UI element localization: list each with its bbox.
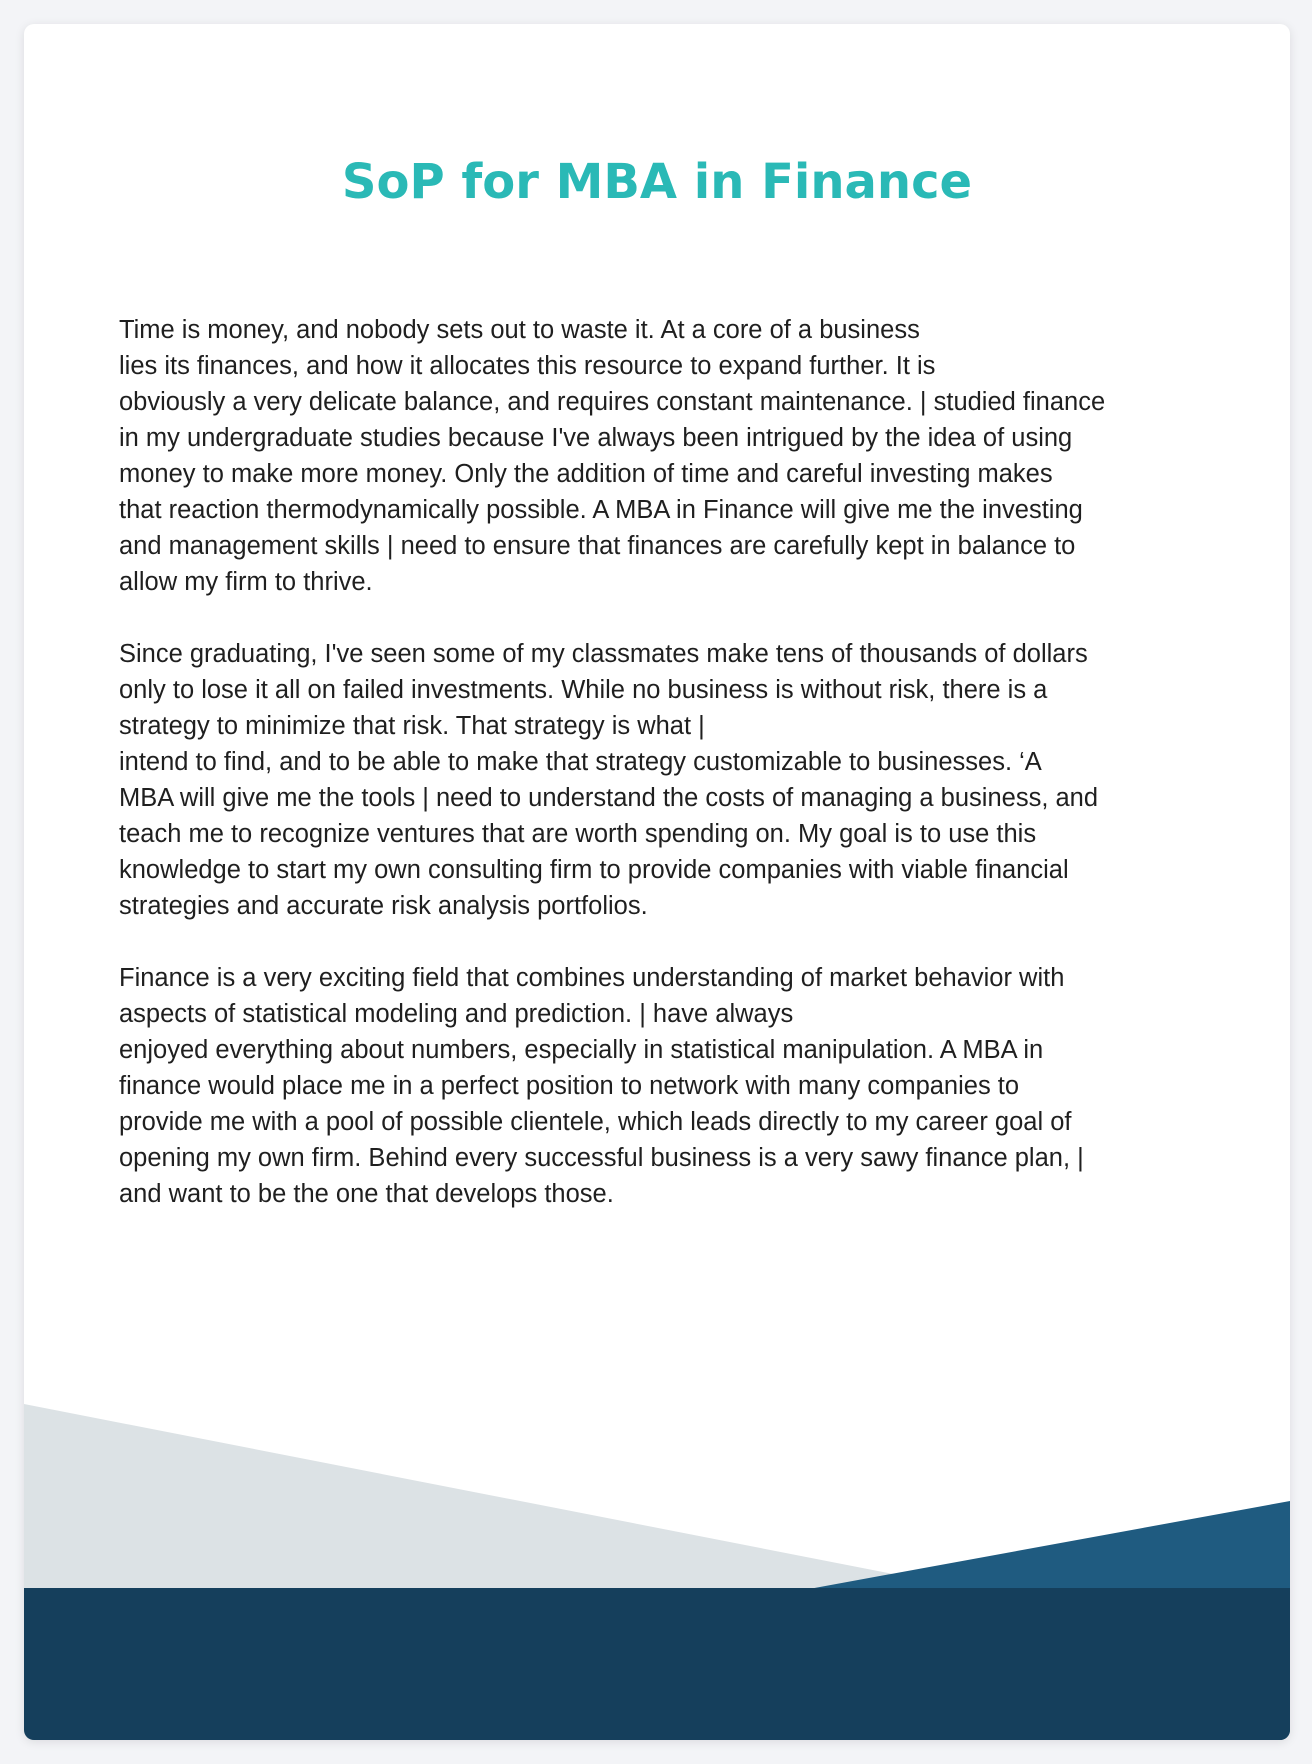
paragraph-line: in my undergraduate studies because I've always been intrigued by the idea of using xyxy=(119,424,1073,452)
footer-band xyxy=(24,1588,1290,1740)
paragraph-line: teach me to recognize ventures that are worth spending on. My goal is to use this xyxy=(119,820,1037,848)
footer-decoration xyxy=(24,24,1290,1740)
paragraph-line: only to lose it all on failed investments. While no business is without risk, there is a xyxy=(119,676,1048,704)
paragraph-line: and management skills | need to ensure that finances are carefully kept in balance to xyxy=(119,532,1076,560)
paragraph-line: aspects of statistical modeling and prediction. | have always xyxy=(119,1000,794,1028)
paragraph-line: Time is money, and nobody sets out to waste it. At a core of a business xyxy=(119,316,920,344)
paragraph-line: strategies and accurate risk analysis portfolios. xyxy=(119,892,648,920)
paragraph-line: opening my own firm. Behind every successful business is a very sawy finance plan, | xyxy=(119,1144,1084,1172)
paragraph-line: Since graduating, I've seen some of my classmates make tens of thousands of dollars xyxy=(119,640,1088,668)
paragraph-line: finance would place me in a perfect position to network with many companies to xyxy=(119,1072,1020,1100)
paragraph-line: MBA will give me the tools | need to understand the costs of managing a business, and xyxy=(119,784,1099,812)
paragraph-line: knowledge to start my own consulting firm to provide companies with viable financial xyxy=(119,856,1069,884)
paragraph-line: strategy to minimize that risk. That strategy is what | xyxy=(119,712,705,740)
document-title: SoP for MBA in Finance xyxy=(341,154,973,210)
document-page xyxy=(24,24,1290,1740)
paragraph-line: provide me with a pool of possible clientele, which leads directly to my career goal of xyxy=(119,1108,1072,1136)
paragraph-line: obviously a very delicate balance, and requires constant maintenance. | studied finance xyxy=(119,388,1106,416)
paragraph-line: that reaction thermodynamically possible. A MBA in Finance will give me the investing xyxy=(119,496,1083,524)
paragraph-line: allow my firm to thrive. xyxy=(119,568,373,596)
paragraph-line: Finance is a very exciting field that combines understanding of market behavior with xyxy=(119,964,1065,992)
paragraph-line: money to make more money. Only the addition of time and careful investing makes xyxy=(119,460,1053,488)
paragraph-line: and want to be the one that develops those. xyxy=(119,1180,614,1208)
paragraph-line: intend to find, and to be able to make that strategy customizable to businesses. ‘A xyxy=(119,748,1042,776)
paragraph-line: lies its finances, and how it allocates this resource to expand further. It is xyxy=(119,352,936,380)
paragraph-line: enjoyed everything about numbers, especially in statistical manipulation. A MBA in xyxy=(119,1036,1044,1064)
